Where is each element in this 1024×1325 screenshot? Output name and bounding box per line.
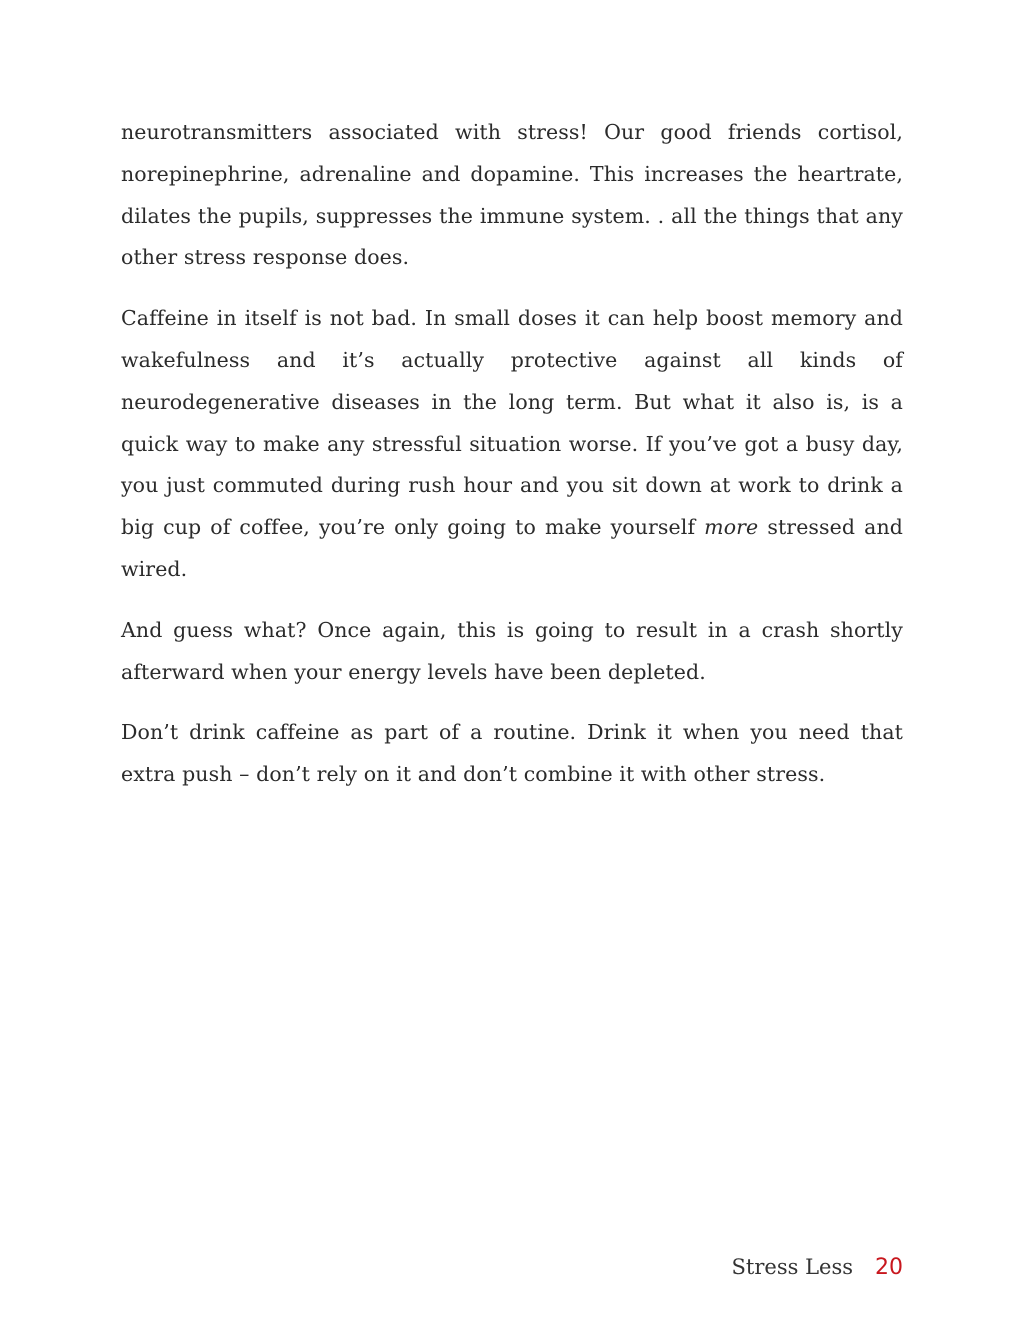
page-number: 20: [875, 1255, 903, 1280]
paragraph-2-text-end: stressed and wired.: [121, 515, 903, 581]
paragraph-1: neurotransmitters associated with stress! Our good friends cortisol, norepinephrine, adrenaline and dopamine. This increases the heartrate, dilates the pupils, suppresses the immune system. . all the things that any other stress response does.: [121, 120, 903, 270]
paragraph-2: [121, 298, 903, 591]
paragraph-4: Don’t drink caffeine as part of a routine. Drink it when you need that extra push – don’t rely on it and don’t combine it with other stress.: [121, 720, 903, 787]
paragraph-3: And guess what? Once again, this is going to result in a crash shortly afterward when your energy levels have been depleted.: [121, 617, 903, 684]
paragraph-2-emphasis: more: [704, 515, 759, 540]
body-text: [121, 112, 903, 815]
paragraph-2-text-start: Caffeine in itself is not bad. In small doses it can help boost memory and wakefulness and it’s actually protective against all kinds of neurodegenerative diseases in the long term. But what it also is, is a quick way to make any stressful situation worse. If you’ve got a busy day, you just commuted during rush hour and you sit down at work to drink a big cup of coffee, you’re only going to make yourself: [121, 306, 903, 540]
footer-book-title: Stress Less: [731, 1255, 853, 1279]
page-footer: [732, 1255, 903, 1289]
